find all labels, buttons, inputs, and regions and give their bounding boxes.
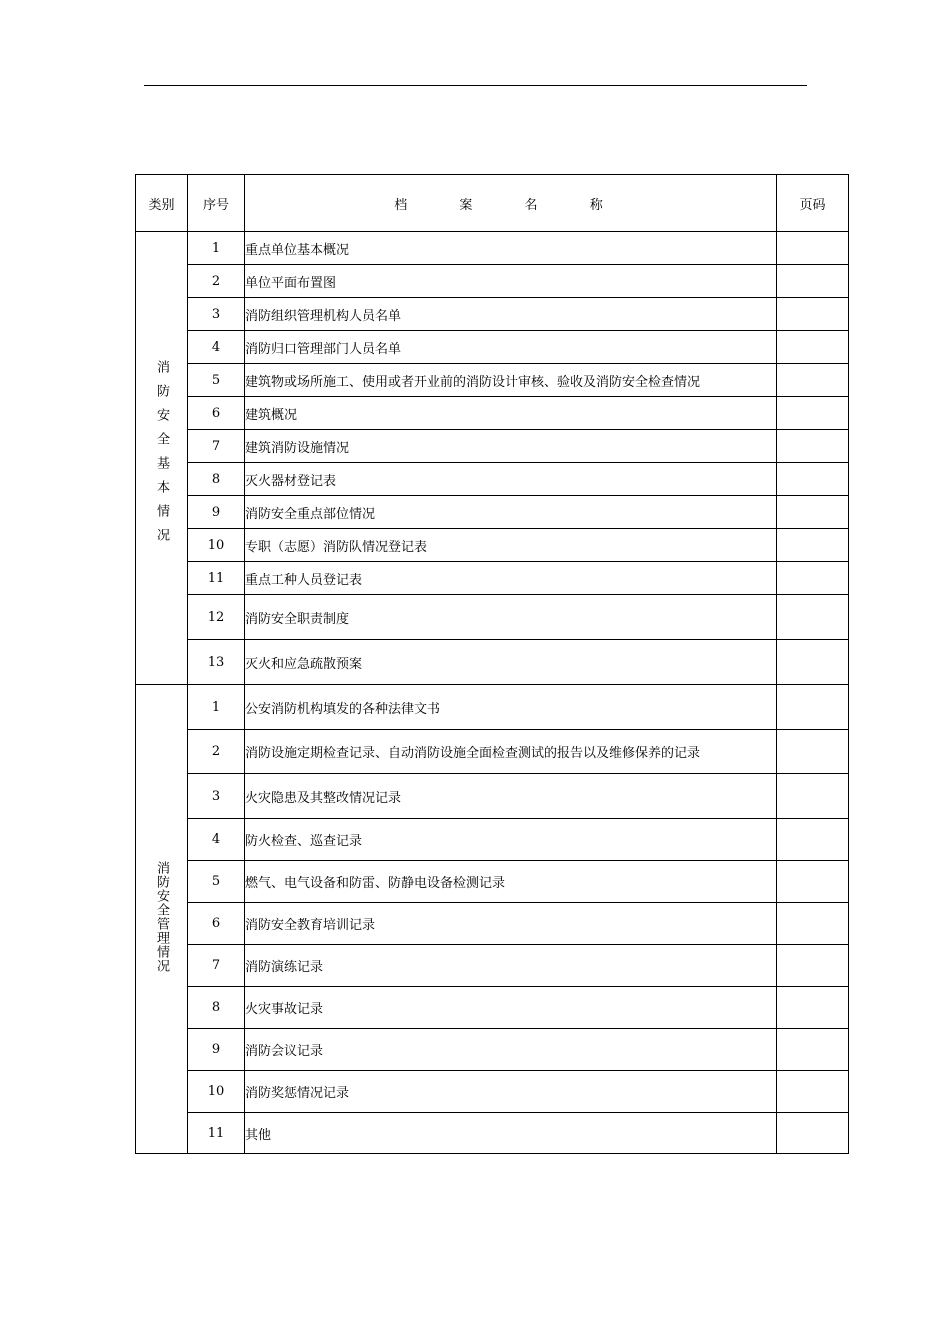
table-row (136, 496, 849, 529)
table-row (136, 987, 849, 1029)
row-number: 8 (188, 463, 245, 496)
row-number: 6 (188, 397, 245, 430)
table-row (136, 1113, 849, 1154)
archive-name: 公安消防机构填发的各种法律文书 (245, 685, 777, 730)
table-row (136, 861, 849, 903)
row-number: 6 (188, 903, 245, 945)
header-rule (144, 85, 807, 86)
page-number-cell (777, 987, 849, 1029)
archive-name: 消防奖惩情况记录 (245, 1071, 777, 1113)
page-number-cell (777, 463, 849, 496)
table-row (136, 397, 849, 430)
category-cell (136, 685, 188, 1154)
row-number: 5 (188, 861, 245, 903)
header-page: 页码 (777, 175, 849, 232)
row-number: 9 (188, 496, 245, 529)
row-number: 7 (188, 945, 245, 987)
archive-name: 灭火器材登记表 (245, 463, 777, 496)
archive-name: 建筑物或场所施工、使用或者开业前的消防设计审核、验收及消防安全检查情况 (245, 364, 777, 397)
page-number-cell (777, 595, 849, 640)
header-name: 档 案 名 称 (245, 175, 777, 232)
row-number: 1 (188, 685, 245, 730)
page-number-cell (777, 1071, 849, 1113)
row-number: 3 (188, 298, 245, 331)
archive-name: 消防安全教育培训记录 (245, 903, 777, 945)
table-row (136, 265, 849, 298)
header-row (136, 175, 849, 232)
table-row (136, 903, 849, 945)
archive-name: 建筑概况 (245, 397, 777, 430)
table-row (136, 298, 849, 331)
table-row (136, 945, 849, 987)
page-number-cell (777, 640, 849, 685)
catalog-body (136, 232, 849, 1154)
table-row (136, 685, 849, 730)
page-number-cell (777, 730, 849, 774)
row-number: 8 (188, 987, 245, 1029)
page-number-cell (777, 397, 849, 430)
page-number-cell (777, 430, 849, 463)
table-row (136, 463, 849, 496)
table-row (136, 562, 849, 595)
archive-name: 消防归口管理部门人员名单 (245, 331, 777, 364)
row-number: 9 (188, 1029, 245, 1071)
page-number-cell (777, 364, 849, 397)
archive-name: 消防会议记录 (245, 1029, 777, 1071)
row-number: 11 (188, 562, 245, 595)
archive-name: 灭火和应急疏散预案 (245, 640, 777, 685)
page-number-cell (777, 298, 849, 331)
row-number: 10 (188, 529, 245, 562)
category-label: 消防安全管理情况 (154, 861, 169, 973)
page-number-cell (777, 265, 849, 298)
row-number: 10 (188, 1071, 245, 1113)
row-number: 13 (188, 640, 245, 685)
table-row (136, 774, 849, 819)
table-row (136, 819, 849, 861)
page-number-cell (777, 774, 849, 819)
table-row (136, 640, 849, 685)
page-number-cell (777, 232, 849, 265)
row-number: 4 (188, 819, 245, 861)
page-number-cell (777, 861, 849, 903)
row-number: 2 (188, 730, 245, 774)
row-number: 5 (188, 364, 245, 397)
page-number-cell (777, 685, 849, 730)
page-number-cell (777, 562, 849, 595)
archive-name: 重点单位基本概况 (245, 232, 777, 265)
archive-name: 消防演练记录 (245, 945, 777, 987)
header-category: 类别 (136, 175, 188, 232)
page-number-cell (777, 819, 849, 861)
row-number: 4 (188, 331, 245, 364)
table-row (136, 529, 849, 562)
table-row (136, 730, 849, 774)
page-number-cell (777, 1113, 849, 1154)
row-number: 2 (188, 265, 245, 298)
category-cell (136, 232, 188, 685)
table-row (136, 331, 849, 364)
archive-name: 消防组织管理机构人员名单 (245, 298, 777, 331)
archive-name: 建筑消防设施情况 (245, 430, 777, 463)
archive-name: 专职（志愿）消防队情况登记表 (245, 529, 777, 562)
page-number-cell (777, 903, 849, 945)
table-row (136, 232, 849, 265)
archive-name: 燃气、电气设备和防雷、防静电设备检测记录 (245, 861, 777, 903)
archive-name: 火灾隐患及其整改情况记录 (245, 774, 777, 819)
archive-name: 其他 (245, 1113, 777, 1154)
header-number: 序号 (188, 175, 245, 232)
table-row (136, 1029, 849, 1071)
page-number-cell (777, 529, 849, 562)
archive-name: 消防安全重点部位情况 (245, 496, 777, 529)
row-number: 11 (188, 1113, 245, 1154)
row-number: 12 (188, 595, 245, 640)
row-number: 7 (188, 430, 245, 463)
page-number-cell (777, 331, 849, 364)
archive-name: 消防设施定期检查记录、自动消防设施全面检查测试的报告以及维修保养的记录 (245, 730, 777, 774)
page-number-cell (777, 1029, 849, 1071)
row-number: 3 (188, 774, 245, 819)
table-row (136, 364, 849, 397)
table-row (136, 595, 849, 640)
page-number-cell (777, 496, 849, 529)
archive-name: 火灾事故记录 (245, 987, 777, 1029)
archive-name: 重点工种人员登记表 (245, 562, 777, 595)
archive-name: 单位平面布置图 (245, 265, 777, 298)
table-row (136, 430, 849, 463)
archive-name: 防火检查、巡查记录 (245, 819, 777, 861)
category-label: 消防安全基本情况 (154, 360, 169, 552)
archive-catalog-table (135, 174, 849, 1154)
table-row (136, 1071, 849, 1113)
page-number-cell (777, 945, 849, 987)
row-number: 1 (188, 232, 245, 265)
archive-name: 消防安全职责制度 (245, 595, 777, 640)
